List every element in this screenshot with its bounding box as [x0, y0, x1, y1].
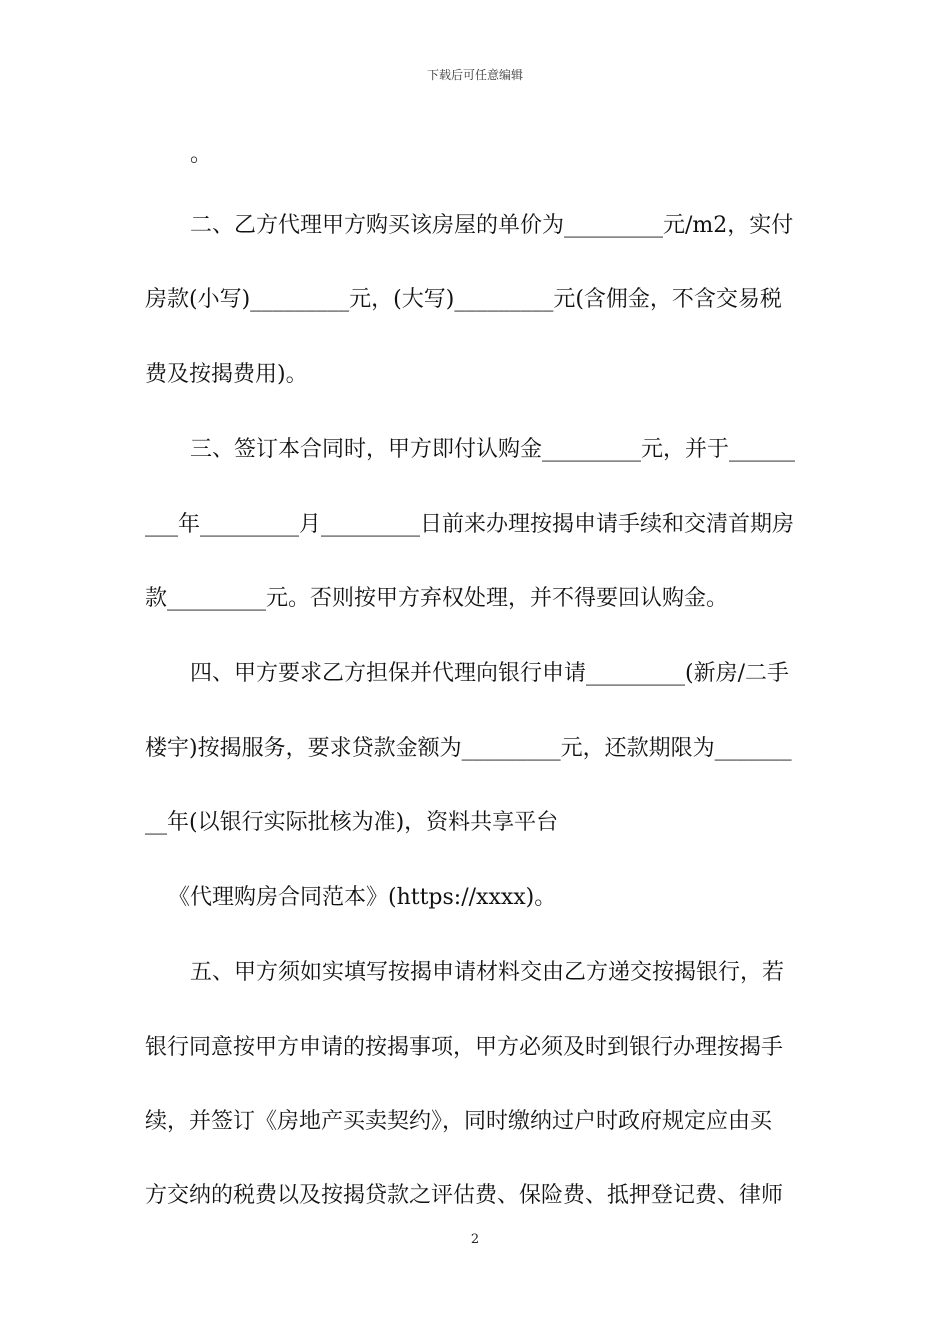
- page-header: 下载后可任意编辑: [426, 68, 523, 82]
- text-line: 费及按揭费用)。: [145, 362, 308, 387]
- text-line: ___年_________月_________日前来办理按揭申请手续和交清首期房: [145, 512, 795, 537]
- text-line: 楼宇)按揭服务，要求贷款金额为_________元，还款期限为_______: [145, 736, 792, 761]
- text-line: 《代理购房合同范本》(https://xxxx)。: [168, 885, 557, 910]
- text-line: 款_________元。否则按甲方弃权处理，并不得要回认购金。: [145, 586, 729, 611]
- text-line: 续，并签订《房地产买卖契约》，同时缴纳过户时政府规定应由买: [145, 1109, 773, 1134]
- text-line: 五、甲方须如实填写按揭申请材料交由乙方递交按揭银行，若: [190, 960, 785, 985]
- text-line: 房款(小写)_________元，(大写)_________元(含佣金，不含交易税: [145, 287, 782, 312]
- text-line: __年(以银行实际批核为准)，资料共享平台: [145, 810, 559, 835]
- text-line: 四、甲方要求乙方担保并代理向银行申请_________(新房/二手: [190, 661, 789, 686]
- text-line: 三、签订本合同时，甲方即付认购金_________元，并于______: [190, 437, 796, 462]
- text-line: 银行同意按甲方申请的按揭事项，甲方必须及时到银行办理按揭手: [145, 1035, 784, 1060]
- page-number: 2: [470, 1232, 480, 1247]
- text-line: 。: [190, 142, 213, 167]
- text-line: 方交纳的税费以及按揭贷款之评估费、保险费、抵押登记费、律师: [145, 1183, 784, 1208]
- text-line: 二、乙方代理甲方购买该房屋的单价为_________元/m2，实付: [190, 213, 794, 238]
